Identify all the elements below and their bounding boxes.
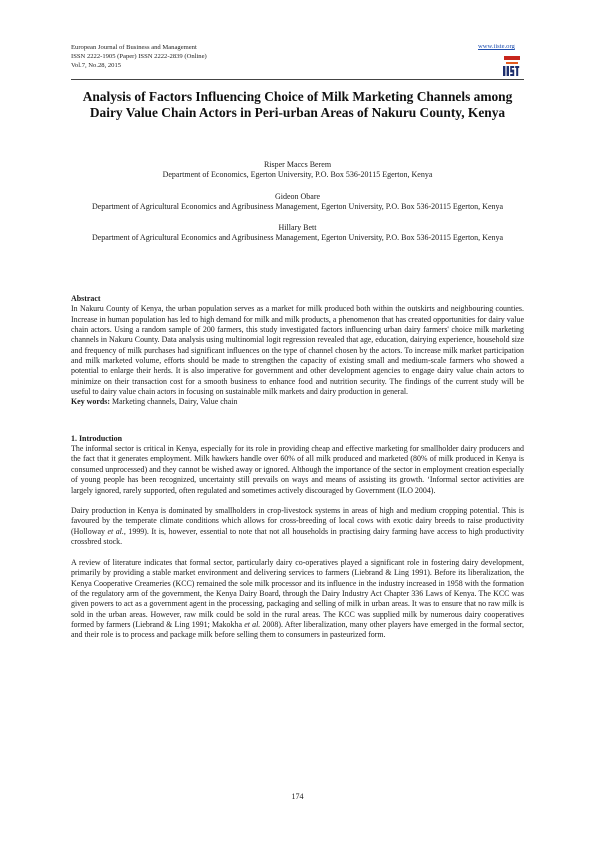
journal-url-link[interactable]: www.iiste.org [478, 43, 515, 50]
journal-name: European Journal of Business and Management [71, 44, 197, 51]
paper-body [71, 294, 524, 641]
intro-paragraph: A review of literature indicates that formal sector, particularly dairy co-operatives played a significant role in fostering dairy development, primarily by providing a stable market environment and delivering services to farmers (Liebrand & Ling 1991). Before its liberalization, the Kenya Cooperative Creameries (KCC) remained the sole milk processor and its influence in the industry increased in 1958 with the formation of the regulatory arm of the government, the Kenya Dairy Board, through the Dairy Industry Act Chapter 336 Laws of Kenya. The KCC was given powers to act as a government agent in the processing, packaging and selling of milk in urban areas. It was to ensure that no raw milk is sold in the urban areas. However, raw milk could be sold in the rural areas. The KCC was supplied milk by numerous dairy cooperatives formed by farmers (Liebrand & Ling 1991; Makokha et al. 2008). After liberalization, many other players have emerged in the formal sector, and their role is to process and package milk before selling them to consumers in pasteurized form. [71, 557, 524, 640]
author-affiliation: Department of Agricultural Economics and Agribusiness Management, Egerton University, P.O. Box 536-20115 Egerton, Kenya [91, 233, 504, 243]
abstract-heading: Abstract [71, 294, 101, 303]
iiste-logo-icon [502, 53, 522, 77]
journal-issn: ISSN 2222-1905 (Paper) ISSN 2222-2839 (Online) [71, 53, 207, 61]
author-name: Hillary Bett [278, 223, 317, 233]
abstract-text: In Nakuru County of Kenya, the urban population serves as a market for milk produced both within the outskirts and neighbouring counties. Increase in human population has led to high demand for milk and milk products, a phenomenon that has created opportunities for dairy value chain actors. Using a random sample of 200 farmers, this study investigated factors influencing urban dairy farmers' choice milk marketing channels in Nakuru County. Data analysis using multinomial logit regression revealed that age, education, dairying experience, household size and frequency of milk purchases had significant influences on the type of channel chosen by the actors. To increase milk market participation and milk marketed volume, efforts should be made to strengthen the capacity of existing small and medium-scale farmers who showed a potential to enlarge their herds. It is also imperative for government and other development agencies to engage dairy value chain actors to minimize on their transaction cost for a smooth business to enhance food and nutrition security. The findings of the current study will be useful to dairy value chain actors in focusing on sustainable milk markets and dairy production in general. [71, 304, 524, 397]
section-heading-introduction: 1. Introduction [71, 433, 123, 443]
keywords-label: Key words: [71, 397, 111, 407]
author-name: Gideon Obare [274, 191, 321, 201]
author-name: Risper Maccs Berem [263, 160, 332, 169]
journal-header [71, 43, 207, 71]
paper-title: Analysis of Factors Influencing Choice of Milk Marketing Channels among Dairy Value Chain Actors in Peri-urban Areas of Nakuru County, Kenya [82, 89, 513, 120]
page-number: 174 [291, 792, 304, 801]
author-affiliation: Department of Economics, Egerton University, P.O. Box 536-20115 Egerton, Kenya [162, 170, 433, 180]
header-divider [71, 79, 524, 80]
keywords-line [71, 397, 524, 407]
journal-volume: Vol.7, No.28, 2015 [71, 62, 122, 70]
keywords-text: Marketing channels, Dairy, Value chain [112, 397, 238, 407]
intro-paragraph: The informal sector is critical in Kenya, especially for its role in providing cheap and effective marketing for smallholder dairy producers and the fact that it generates employment. Milk hawkers handle over 60% of all milk produced and marketed (80% of milk produced in Kenya is consumed unprocessed) and they cannot be wished away or ignored. Although the importance of the sector in employment creation especially of young people has been recognized, uncertainty still prevails on ways and means of assisting its growth. ‘Informal sector activities are largely ignored, rarely supported, often regulated and sometimes actively discouraged by Government (ILO 2004). [71, 444, 524, 495]
author-block [71, 160, 524, 244]
author-affiliation: Department of Agricultural Economics and Agribusiness Management, Egerton University, P.O. Box 536-20115 Egerton, Kenya [91, 201, 504, 211]
intro-paragraph: Dairy production in Kenya is dominated by smallholders in crop-livestock systems in areas of high and medium cropping potential. This is favoured by the temperate climate conditions which allows for cross-breeding of local cows with exotic dairy breeds to raise productivity (Holloway et al., 1999). It is, however, essential to note that not all households in practising dairy farming have access to high productivity crossbred stock. [71, 506, 524, 547]
